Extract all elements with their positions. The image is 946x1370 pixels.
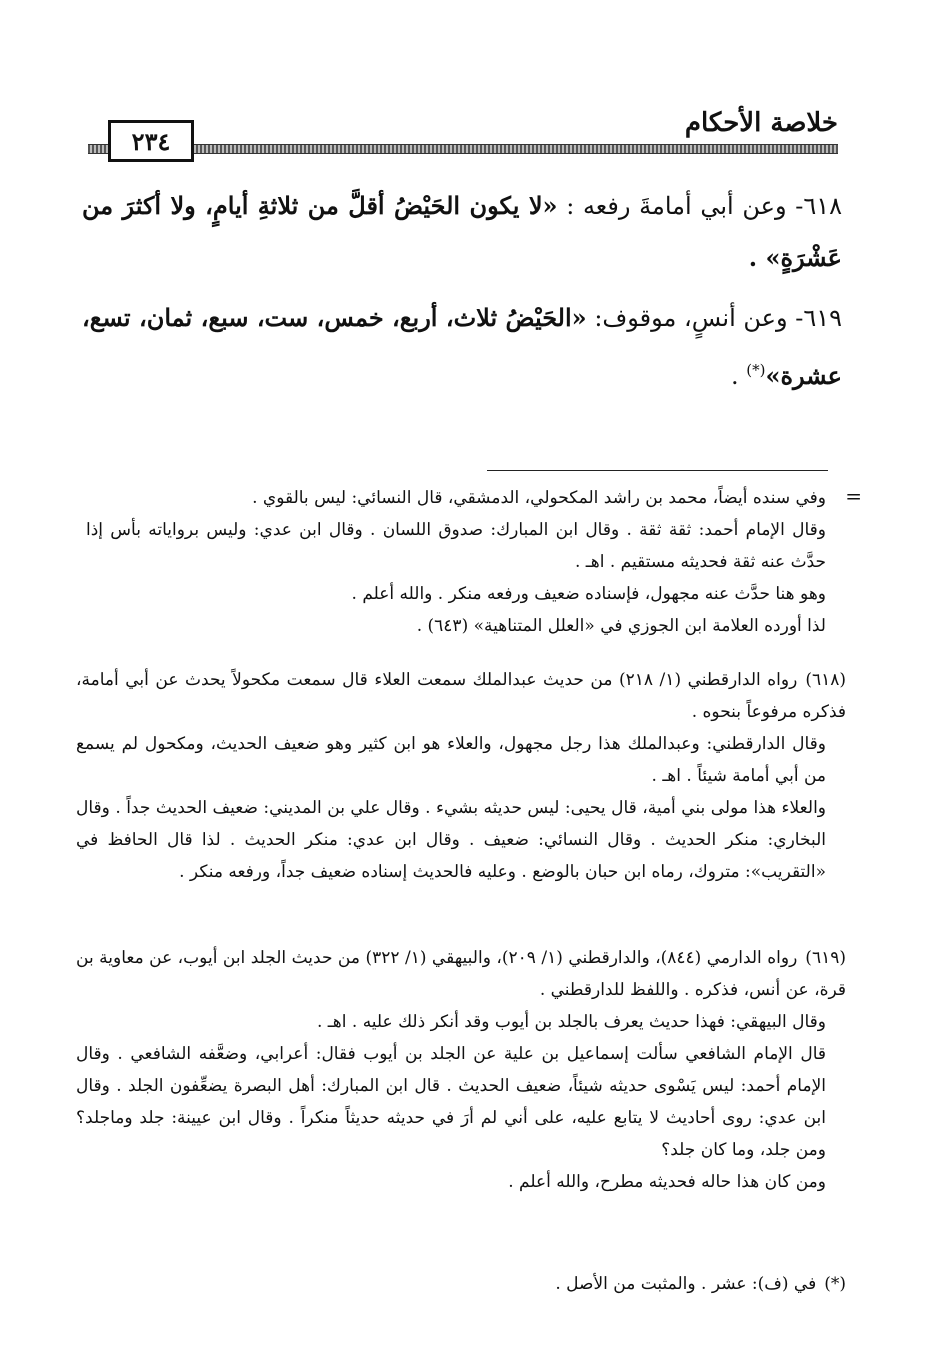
- footnote-line: ومن كان هذا حاله فحديثه مطرح، والله أعلم .: [508, 1172, 826, 1192]
- footnote-divider: [487, 470, 828, 471]
- hadith-619: [82, 292, 842, 402]
- hadith-number: ٦١٨-: [795, 192, 842, 220]
- footnote-continuation: [86, 482, 826, 642]
- footnote-line: قال الإمام الشافعي سألت إسماعيل بن علية عن الجلد بن أيوب فقال: أعرابي، وضعَّفه الشافعي . وقال الإمام أحمد: ليس يَسْوى حديثه شيئاً، ضعيف الحديث . قال ابن المبارك: أهل البصرة يضعِّفون الجلد . وقال ابن عدي: روى أحاديث لا يتابع عليه، على أني لم أرَ في حديثه حديثاً منكراً . وقال ابن عيينة: جلد وماجلد؟ ومن جلد، وما كان جلد؟: [76, 1044, 826, 1160]
- continuation-mark: =: [845, 484, 862, 508]
- hadith-intro: وعن أبي أمامةَ رفعه :: [566, 192, 787, 220]
- footnote-line: وقال الإمام أحمد: ثقة ثقة . وقال ابن المبارك: صدوق اللسان . وقال ابن عدي: وليس برواياته بأس إذا حدَّث عنه ثقة فحديثه مستقيم . اهـ .: [86, 520, 826, 572]
- footnote-618: [76, 664, 846, 888]
- footnote-ref: (*): [824, 1274, 846, 1294]
- footnote-ref: (٦١٨): [805, 670, 846, 690]
- footnote-asterisk: [76, 1268, 846, 1300]
- footnote-line: وهو هنا حدَّث عنه مجهول، فإسناده ضعيف ورفعه منكر . والله أعلم .: [351, 584, 826, 604]
- footnote-line: وقال البيهقي: فهذا حديث يعرف بالجلد بن أيوب وقد أنكر ذلك عليه . اهـ .: [317, 1012, 826, 1032]
- header-rule: [88, 144, 838, 154]
- hadith-text: «لا يكون الحَيْضُ أقلَّ من ثلاثةِ أيامٍ، ولا أكثرَ من عَشْرَةٍ» .: [82, 191, 842, 272]
- note-reference: (*): [746, 361, 766, 379]
- footnote-line: وفي سنده أيضاً، محمد بن راشد المكحولي، الدمشقي، قال النسائي: ليس بالقوي .: [252, 488, 826, 508]
- hadith-end: .: [730, 362, 739, 390]
- footnote-line: والعلاء هذا مولى بني أمية، قال يحيى: ليس حديثه بشيء . وقال علي بن المديني: ضعيف الحديث جداً . وقال البخاري: منكر الحديث . وقال النسائي: ضعيف . وقال ابن عدي: منكر الحديث . لذا قال الحافظ في «التقريب»: متروك، رماه ابن حبان بالوضع . وعليه فالحديث إسناده ضعيف جداً، ورفعه منكر .: [76, 798, 826, 882]
- footnote-line: [76, 942, 846, 1006]
- hadith-number: ٦١٩-: [795, 304, 842, 332]
- footnote-619: [76, 942, 846, 1198]
- footnote-line: لذا أورده العلامة ابن الجوزي في «العلل المتناهية» (٦٤٣) .: [416, 616, 826, 636]
- footnote-text: رواه الدارقطني (١/ ٢١٨) من حديث عبدالملك سمعت العلاء قال سمعت مكحولاً يحدث عن أبي أمامة، فذكره مرفوعاً بنحوه .: [76, 670, 846, 722]
- footnote-text: في (ف): عشر . والمثبت من الأصل .: [555, 1274, 817, 1294]
- book-title: خلاصة الأحكام: [684, 108, 838, 138]
- footnote-text: رواه الدارمي (٨٤٤)، والدارقطني (١/ ٢٠٩)، والبيهقي (١/ ٣٢٢) من حديث الجلد ابن أيوب، عن معاوية بن قرة، عن أنس، فذكره . واللفظ للدارقطني .: [76, 948, 846, 1000]
- page-header: [88, 108, 838, 156]
- page-number: ٢٣٤: [108, 120, 194, 162]
- footnote-line: [76, 664, 846, 728]
- hadith-618: [82, 180, 842, 284]
- hadith-intro: وعن أنسٍ، موقوف:: [594, 304, 788, 332]
- hadith-text: «الحَيْضُ ثلاث، أربع، خمس، ست، سبع، ثمان، تسع، عشرة»: [82, 303, 842, 390]
- footnote-ref: (٦١٩): [805, 948, 846, 968]
- footnote-line: وقال الدارقطني: وعبدالملك هذا رجل مجهول، والعلاء هو ابن كثير وهو ضعيف الحديث، ومكحول لم يسمع من أبي أمامة شيئاً . اهـ .: [76, 734, 826, 786]
